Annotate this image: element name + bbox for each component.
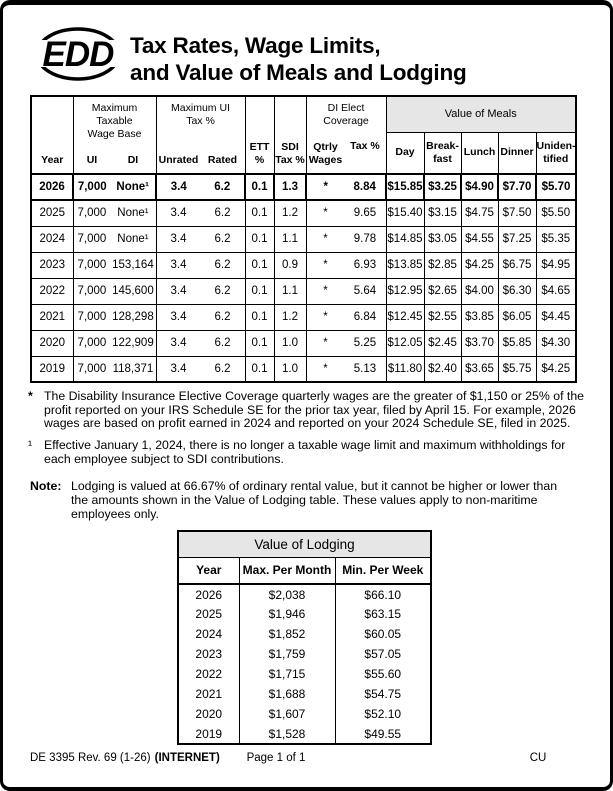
cell-qtrly-wages: * [323, 181, 328, 193]
cell-day: $15.40 [386, 200, 424, 226]
cell-di: None¹ [117, 233, 149, 245]
cell-day: $12.45 [386, 304, 424, 330]
group-header-wage-base: Maximum Taxable Wage Base [87, 102, 142, 140]
cell-di-elect [306, 174, 386, 200]
cell-unidentified: $5.50 [536, 200, 576, 226]
col-header-unrated: Unrated [158, 154, 199, 167]
lodging-table-row [178, 604, 431, 624]
cell-di: 145,600 [112, 285, 154, 297]
cell-di: None¹ [117, 207, 149, 220]
cell-di: 128,298 [112, 311, 154, 323]
col-header-di-elect [306, 96, 386, 174]
cell-di-elect [306, 200, 386, 226]
footnote-one-marker: ¹ [28, 438, 33, 452]
footnote-one-text: Effective January 1, 2024, there is no longer a taxable wage limit and maximum withholdings for each employee subject to SDI contributions. [44, 438, 566, 466]
cell-ett: 0.1 [245, 226, 274, 252]
cell-di: None¹ [116, 181, 149, 193]
cell-breakfast: $2.45 [424, 330, 461, 356]
cell-day: $13.85 [386, 252, 424, 278]
cell-ui: 7,000 [77, 362, 107, 375]
cell-year: 2020 [31, 330, 73, 356]
cell-sdi: 1.0 [274, 330, 306, 356]
col-header-unidentified: Uniden-tified [536, 132, 576, 174]
lodging-table-title: Value of Lodging [178, 531, 431, 557]
cell-lodging-min-week: $54.75 [335, 684, 431, 704]
cell-ui: 7,000 [77, 311, 107, 323]
cell-lunch: $3.70 [461, 330, 498, 356]
cell-rated: 6.2 [214, 337, 231, 349]
cell-ui: 7,000 [77, 207, 107, 220]
cell-ett: 0.1 [245, 278, 274, 304]
cell-lodging-year: 2024 [178, 624, 239, 644]
cell-lunch: $4.55 [461, 226, 498, 252]
cell-lodging-min-week: $60.05 [335, 624, 431, 644]
cell-unrated: 3.4 [170, 362, 187, 375]
footnote-asterisk-marker: * [28, 389, 33, 403]
cell-unidentified: $4.25 [536, 356, 576, 382]
cell-dinner: $7.25 [498, 226, 536, 252]
page-title [130, 32, 467, 86]
value-of-lodging-table [177, 530, 432, 745]
cell-breakfast: $3.25 [424, 174, 461, 200]
cell-sdi: 0.9 [274, 252, 306, 278]
cell-lunch: $4.00 [461, 278, 498, 304]
cell-wage-base [73, 174, 156, 200]
lodging-col-header-year: Year [178, 557, 239, 584]
cell-di-elect [306, 252, 386, 278]
cell-rated: 6.2 [214, 311, 231, 323]
cell-lodging-min-week: $55.60 [335, 664, 431, 684]
col-header-ett [245, 96, 274, 174]
cell-ui: 7,000 [77, 181, 107, 193]
cell-ui-tax [156, 174, 245, 200]
cell-lodging-max-month: $1,607 [239, 704, 335, 724]
cell-ett: 0.1 [245, 252, 274, 278]
cell-lodging-max-month: $1,852 [239, 624, 335, 644]
col-header-year [31, 96, 73, 174]
lodging-col-header-max-month: Max. Per Month [239, 557, 335, 584]
cell-di: 122,909 [112, 337, 154, 349]
cell-lodging-min-week: $52.10 [335, 704, 431, 724]
cell-ui-tax [156, 304, 245, 330]
group-header-value-of-meals: Value of Meals [386, 96, 576, 132]
cell-rated: 6.2 [214, 207, 231, 220]
lodging-table-row [178, 664, 431, 684]
cell-dinner: $7.70 [498, 174, 536, 200]
cell-qtrly-wages: * [323, 311, 328, 323]
cell-lodging-max-month: $1,946 [239, 604, 335, 624]
cell-ui: 7,000 [77, 259, 107, 271]
col-header-day: Day [386, 132, 424, 174]
cell-ui: 7,000 [77, 337, 107, 349]
group-header-di-elect: DI Elect Coverage [323, 102, 369, 127]
cell-year: 2022 [31, 278, 73, 304]
cell-unrated: 3.4 [170, 207, 187, 220]
cell-sdi: 1.1 [274, 278, 306, 304]
cell-di-elect [306, 278, 386, 304]
col-header-lunch: Lunch [461, 132, 498, 174]
cell-dinner: $6.05 [498, 304, 536, 330]
cell-year: 2026 [31, 174, 73, 200]
cell-di-tax: 5.64 [353, 285, 377, 297]
cell-lodging-max-month: $2,038 [239, 584, 335, 604]
cell-day: $14.85 [386, 226, 424, 252]
cell-di-elect [306, 226, 386, 252]
cell-di-tax: 6.93 [353, 259, 377, 271]
page-indicator: Page 1 of 1 [246, 752, 306, 764]
cell-ui-tax [156, 278, 245, 304]
cell-di: 118,371 [112, 362, 154, 375]
cell-breakfast: $2.55 [424, 304, 461, 330]
cell-wage-base [73, 278, 156, 304]
col-header-ui-tax [156, 96, 245, 174]
col-header-dinner: Dinner [498, 132, 536, 174]
tax-table-row [31, 252, 576, 278]
cell-unrated: 3.4 [170, 181, 187, 193]
cell-wage-base [73, 200, 156, 226]
cell-lodging-year: 2023 [178, 644, 239, 664]
cell-sdi: 1.2 [274, 304, 306, 330]
col-header-ett-label: ETT % [249, 141, 270, 167]
cell-di-tax: 9.78 [353, 233, 377, 245]
cell-wage-base [73, 252, 156, 278]
cell-qtrly-wages: * [323, 207, 328, 220]
cell-lodging-year: 2020 [178, 704, 239, 724]
cell-ui: 7,000 [77, 285, 107, 297]
col-header-di: DI [127, 154, 139, 167]
cell-lunch: $4.25 [461, 252, 498, 278]
cell-di-tax: 5.13 [353, 362, 377, 375]
cell-breakfast: $2.65 [424, 278, 461, 304]
col-header-rated: Rated [207, 154, 238, 167]
note-label: Note: [30, 479, 62, 493]
cell-unidentified: $4.95 [536, 252, 576, 278]
form-number-internet: (INTERNET) [154, 752, 220, 764]
cell-di-elect [306, 304, 386, 330]
cell-unidentified: $5.35 [536, 226, 576, 252]
cell-sdi: 1.1 [274, 226, 306, 252]
cell-dinner: $6.30 [498, 278, 536, 304]
cell-qtrly-wages: * [323, 259, 328, 271]
cell-wage-base [73, 304, 156, 330]
cell-qtrly-wages: * [323, 285, 328, 297]
edd-logo-text: EDD [42, 35, 114, 74]
cell-year: 2025 [31, 200, 73, 226]
col-header-tax-pct: Tax % [350, 140, 380, 153]
cell-di-tax: 5.25 [353, 337, 377, 349]
cell-breakfast: $2.40 [424, 356, 461, 382]
cell-unidentified: $5.70 [536, 174, 576, 200]
cell-lodging-year: 2025 [178, 604, 239, 624]
cell-ui: 7,000 [77, 233, 107, 245]
footnote-asterisk [28, 390, 589, 431]
cell-unrated: 3.4 [170, 337, 187, 349]
cell-ui-tax [156, 200, 245, 226]
cell-ett: 0.1 [245, 330, 274, 356]
cell-rated: 6.2 [214, 259, 231, 271]
col-header-sdi [274, 96, 306, 174]
cell-sdi: 1.0 [274, 356, 306, 382]
cell-wage-base [73, 226, 156, 252]
cell-lodging-year: 2026 [178, 584, 239, 604]
col-header-ui: UI [86, 154, 98, 167]
lodging-table-row [178, 624, 431, 644]
note-text: Lodging is valued at 66.67% of ordinary rental value, but it cannot be higher or lower than the amounts shown in the Value of Lodging table. These values apply to non-maritime employees only. [71, 479, 558, 521]
cell-sdi: 1.2 [274, 200, 306, 226]
note-block [30, 480, 576, 521]
cell-day: $11.80 [386, 356, 424, 382]
tax-table-row [31, 278, 576, 304]
footnote-asterisk-text: The Disability Insurance Elective Coverage quarterly wages are the greater of $1,150 or 25% of the profit reported on your IRS Schedule SE for the prior tax year, filed by April 15. For example, 2026 wages are based on profit earned in 2024 and reported on your 2024 Schedule SE, filed in 2025. [44, 389, 584, 431]
cell-unrated: 3.4 [170, 259, 187, 271]
cell-wage-base [73, 356, 156, 382]
lodging-col-header-min-week: Min. Per Week [335, 557, 431, 584]
cell-day: $12.95 [386, 278, 424, 304]
cell-qtrly-wages: * [323, 337, 328, 349]
page-footer [3, 752, 610, 768]
cell-qtrly-wages: * [323, 362, 328, 375]
cell-ui-tax [156, 252, 245, 278]
lodging-table-row [178, 704, 431, 724]
cell-ui-tax [156, 356, 245, 382]
cell-lunch: $3.85 [461, 304, 498, 330]
cell-ett: 0.1 [245, 174, 274, 200]
cell-lunch: $4.75 [461, 200, 498, 226]
lodging-table-body [178, 584, 431, 744]
cell-rated: 6.2 [214, 362, 231, 375]
cell-unrated: 3.4 [170, 233, 187, 245]
cu-code: CU [529, 752, 547, 764]
tax-table-row [31, 304, 576, 330]
lodging-table-row [178, 584, 431, 604]
cell-di-elect [306, 356, 386, 382]
footnote-one [28, 439, 589, 466]
cell-lodging-year: 2019 [178, 724, 239, 744]
cell-rated: 6.2 [214, 181, 231, 193]
cell-rated: 6.2 [214, 233, 231, 245]
cell-lodging-min-week: $66.10 [335, 584, 431, 604]
cell-lodging-min-week: $49.55 [335, 724, 431, 744]
cell-dinner: $6.75 [498, 252, 536, 278]
cell-breakfast: $2.85 [424, 252, 461, 278]
col-header-breakfast: Break-fast [424, 132, 461, 174]
form-number-text: DE 3395 Rev. 69 (1-26) [30, 752, 151, 764]
cell-di-tax: 6.84 [353, 311, 377, 323]
cell-wage-base [73, 330, 156, 356]
col-header-year-label: Year [41, 154, 64, 167]
cell-ui-tax [156, 330, 245, 356]
cell-dinner: $7.50 [498, 200, 536, 226]
tax-rates-meals-table [30, 95, 577, 383]
tax-table-row [31, 330, 576, 356]
cell-breakfast: $3.05 [424, 226, 461, 252]
col-header-qtrly-wages: Qtrly Wages [308, 141, 343, 167]
lodging-table-row [178, 684, 431, 704]
cell-lunch: $4.90 [461, 174, 498, 200]
tax-table-body [31, 174, 576, 382]
page-title-line2: and Value of Meals and Lodging [130, 60, 467, 85]
cell-lodging-year: 2021 [178, 684, 239, 704]
cell-year: 2024 [31, 226, 73, 252]
cell-ett: 0.1 [245, 200, 274, 226]
cell-sdi: 1.3 [274, 174, 306, 200]
form-number [30, 752, 220, 764]
cell-di: 153,164 [112, 259, 154, 271]
cell-ui-tax [156, 226, 245, 252]
cell-dinner: $5.75 [498, 356, 536, 382]
group-header-ui-tax: Maximum UI Tax % [171, 102, 230, 127]
cell-unidentified: $4.45 [536, 304, 576, 330]
cell-di-tax: 9.65 [353, 207, 377, 220]
cell-unidentified: $4.65 [536, 278, 576, 304]
tax-table-row [31, 174, 576, 200]
tax-table-row [31, 356, 576, 382]
cell-di-tax: 8.84 [353, 181, 376, 193]
cell-lodging-min-week: $63.15 [335, 604, 431, 624]
tax-table-row [31, 226, 576, 252]
cell-lunch: $3.65 [461, 356, 498, 382]
col-header-sdi-label: SDI Tax % [275, 141, 305, 167]
cell-day: $12.05 [386, 330, 424, 356]
col-header-wage-base [73, 96, 156, 174]
cell-lodging-max-month: $1,528 [239, 724, 335, 744]
tax-table-row [31, 200, 576, 226]
cell-unrated: 3.4 [170, 311, 187, 323]
cell-lodging-year: 2022 [178, 664, 239, 684]
cell-lodging-max-month: $1,688 [239, 684, 335, 704]
cell-year: 2023 [31, 252, 73, 278]
cell-ett: 0.1 [245, 304, 274, 330]
cell-lodging-max-month: $1,759 [239, 644, 335, 664]
edd-logo [32, 26, 124, 84]
cell-lodging-max-month: $1,715 [239, 664, 335, 684]
lodging-table-row [178, 724, 431, 744]
cell-lodging-min-week: $57.05 [335, 644, 431, 664]
cell-unidentified: $4.30 [536, 330, 576, 356]
lodging-table-row [178, 644, 431, 664]
cell-qtrly-wages: * [323, 233, 328, 245]
cell-year: 2021 [31, 304, 73, 330]
cell-day: $15.85 [386, 174, 424, 200]
cell-rated: 6.2 [214, 285, 231, 297]
cell-di-elect [306, 330, 386, 356]
cell-breakfast: $3.15 [424, 200, 461, 226]
cell-dinner: $5.85 [498, 330, 536, 356]
cell-ett: 0.1 [245, 356, 274, 382]
cell-year: 2019 [31, 356, 73, 382]
cell-unrated: 3.4 [170, 285, 187, 297]
page-title-line1: Tax Rates, Wage Limits, [130, 33, 381, 58]
